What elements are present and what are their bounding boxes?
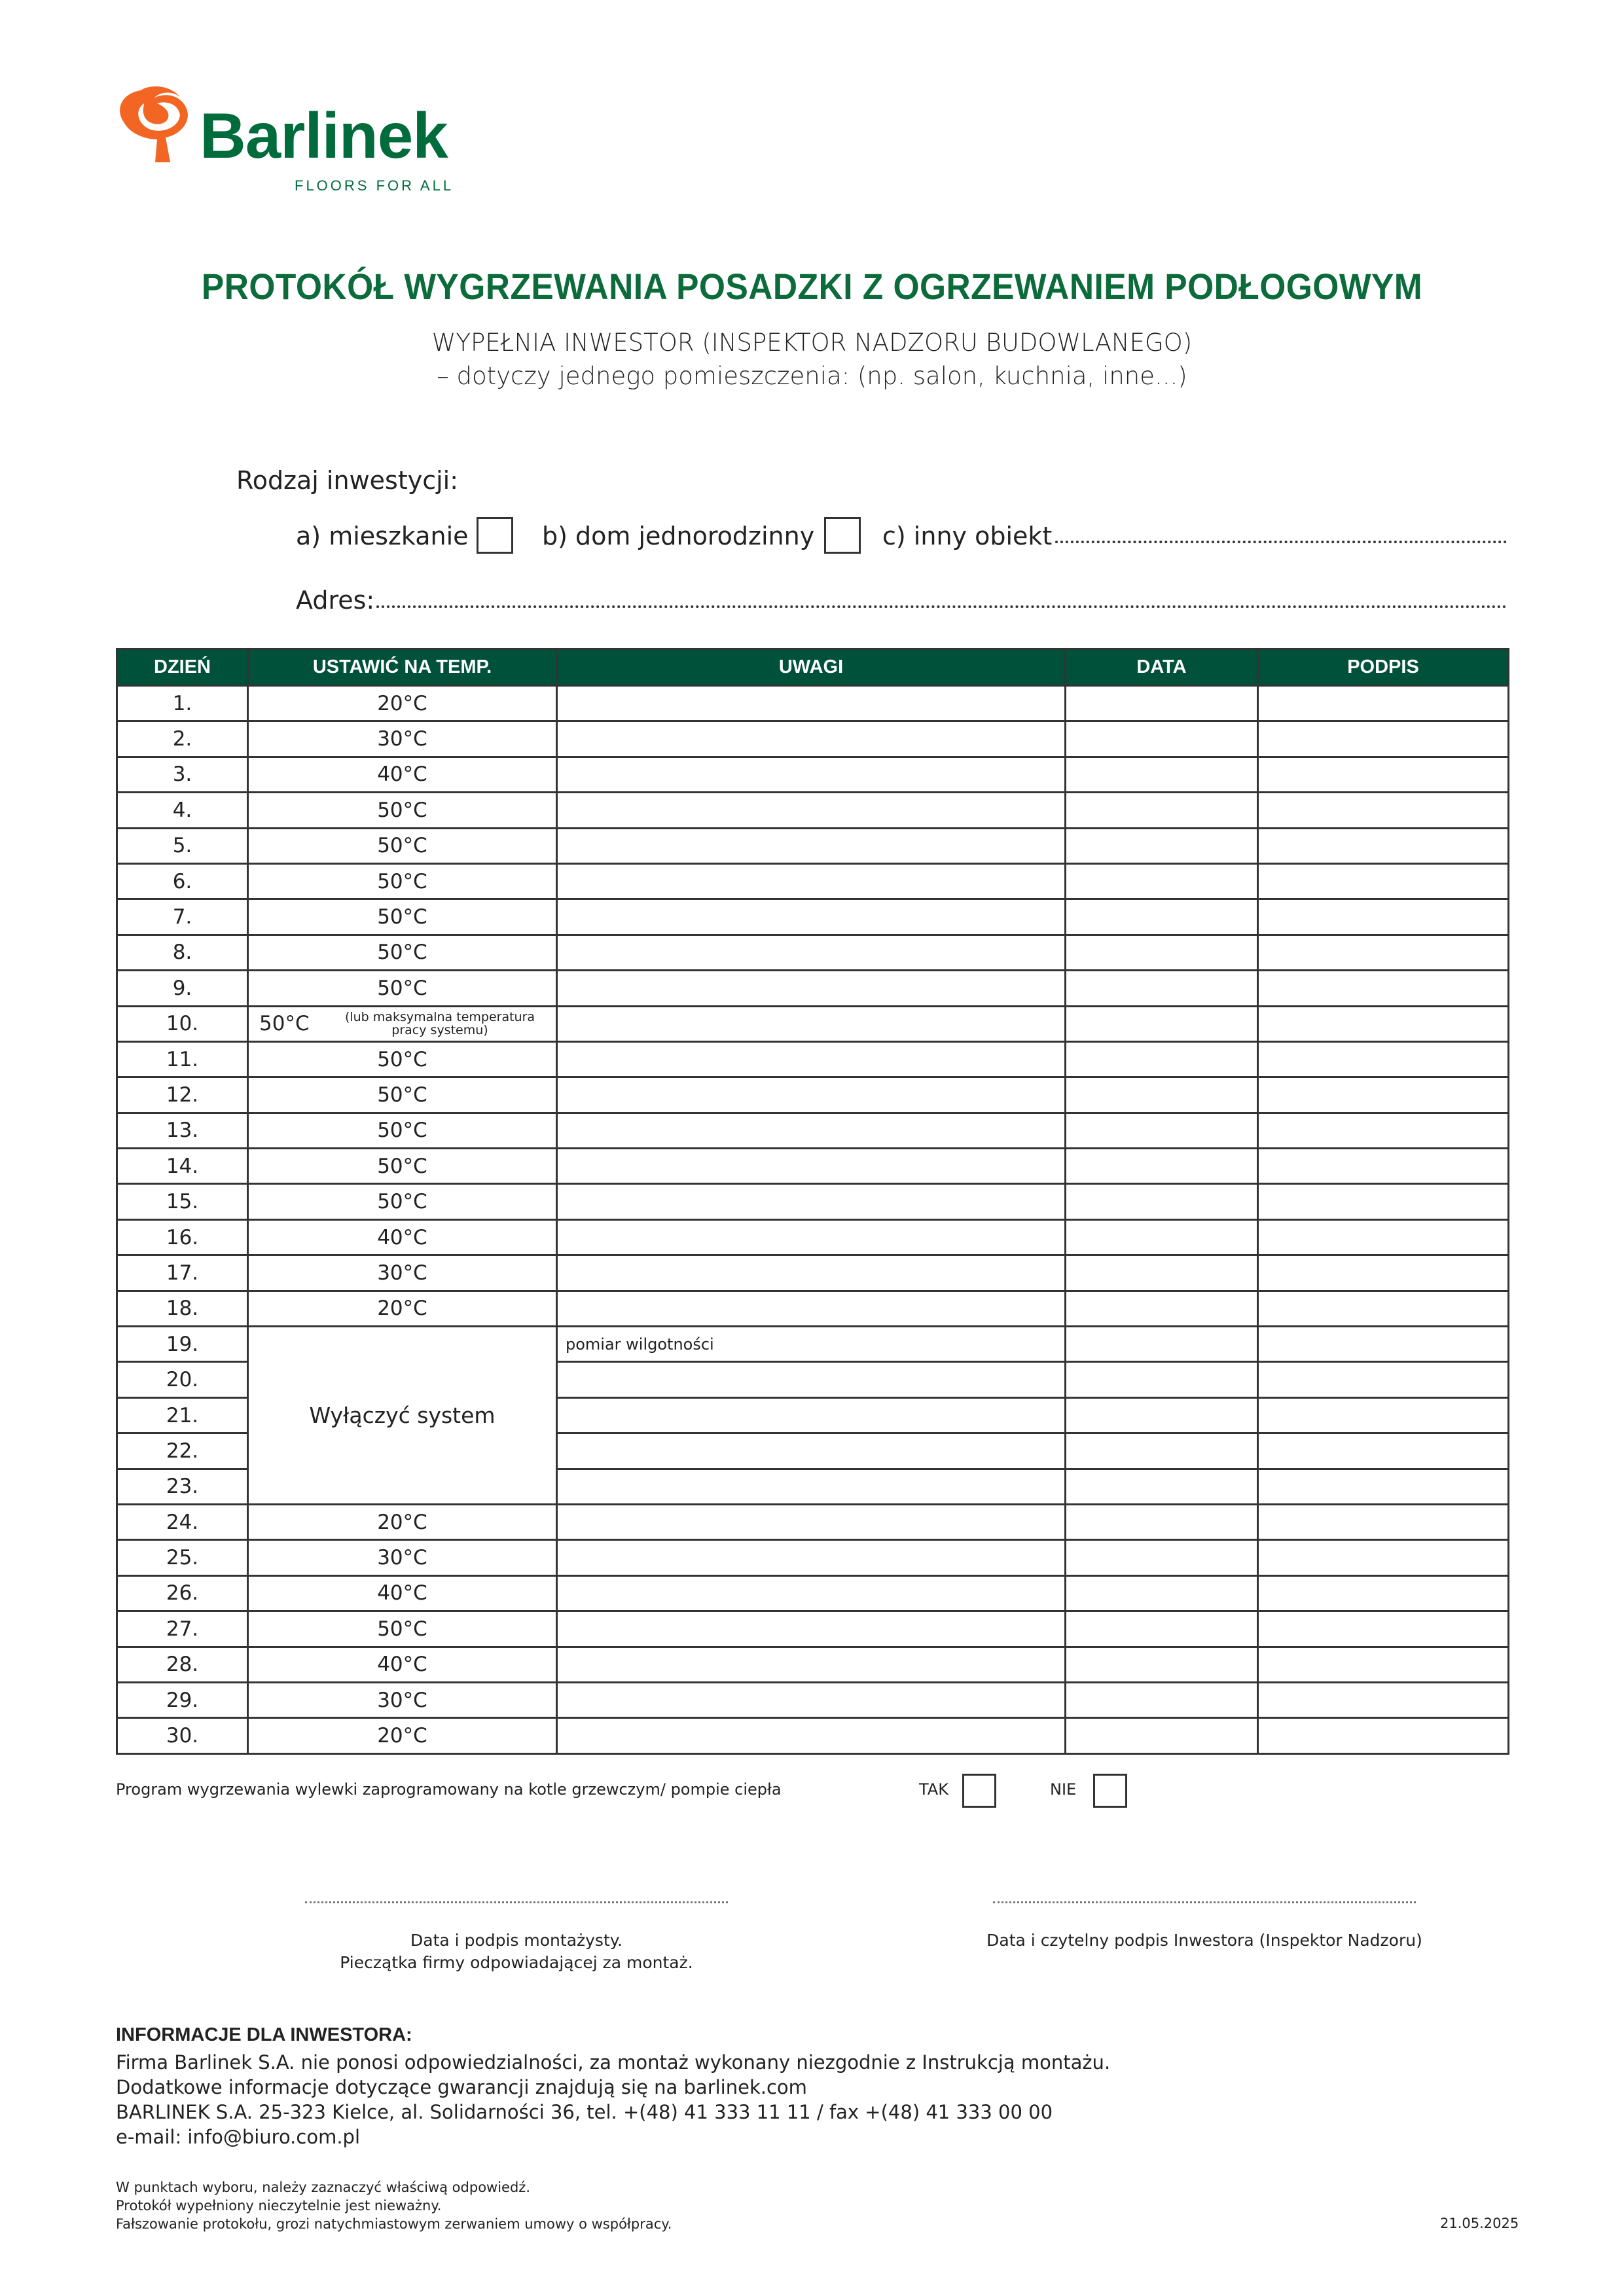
date-cell[interactable] [1066, 1255, 1258, 1291]
table-row [117, 1327, 1509, 1362]
day-cell: 15. [117, 1184, 248, 1219]
notes-cell[interactable] [557, 1682, 1066, 1717]
table-row [117, 1718, 1509, 1753]
day-cell: 2. [117, 721, 248, 757]
day-cell: 5. [117, 828, 248, 863]
table-row [117, 1255, 1509, 1291]
subtitle-room: – dotyczy jednego pomieszczenia: (np. salon, kuchnia, inne...) [437, 362, 1187, 390]
signature-cell[interactable] [1258, 971, 1509, 1006]
barlinek-logo [115, 84, 481, 195]
temp-cell: 50°C [248, 1077, 557, 1113]
date-cell[interactable] [1066, 1611, 1258, 1647]
temp-cell: 40°C [248, 1219, 557, 1255]
notes-cell[interactable] [557, 1291, 1066, 1326]
day-cell: 20. [117, 1362, 248, 1397]
notes-cell[interactable] [557, 721, 1066, 757]
signature-cell[interactable] [1258, 1006, 1509, 1041]
date-cell[interactable] [1066, 1219, 1258, 1255]
notes-cell[interactable] [557, 1362, 1066, 1397]
day-cell: 30. [117, 1718, 248, 1753]
table-row [117, 1041, 1509, 1077]
notes-cell[interactable] [557, 1255, 1066, 1291]
temp-cell-system-off: Wyłączyć system [248, 1327, 557, 1505]
temp-cell: 50°C [248, 899, 557, 935]
no-checkbox[interactable] [1093, 1774, 1127, 1808]
table-row [117, 1219, 1509, 1255]
temp-cell: 20°C [248, 1504, 557, 1539]
table-row [117, 863, 1509, 899]
day-cell: 16. [117, 1219, 248, 1255]
temp-cell: 50°C [248, 1149, 557, 1184]
address-input[interactable] [376, 605, 1507, 608]
signature-cell[interactable] [1258, 757, 1509, 792]
date-cell[interactable] [1066, 899, 1258, 935]
investor-signature-caption: Data i czytelny podpis Inwestora (Inspektor Nadzoru) [986, 1931, 1422, 1950]
installer-signature-line[interactable] [305, 1901, 728, 1903]
signature-cell[interactable] [1258, 721, 1509, 757]
table-row [117, 828, 1509, 863]
temp-cell: 20°C [248, 686, 557, 721]
temp-cell: 30°C [248, 1540, 557, 1575]
col-header-day: DZIEŃ [117, 649, 248, 686]
info-line: Firma Barlinek S.A. nie ponosi odpowiedzialności, za montaż wykonany niezgodnie z Instrukcją montażu. [116, 2051, 1111, 2073]
table-row [117, 1006, 1509, 1041]
notes-cell[interactable] [557, 1149, 1066, 1184]
temp-cell: 50°C [248, 935, 557, 970]
temp-cell: 50°C [248, 1041, 557, 1077]
temp-cell: 50°C [248, 828, 557, 863]
investor-signature-line[interactable] [993, 1901, 1416, 1903]
date-cell[interactable] [1066, 1397, 1258, 1433]
table-row [117, 1113, 1509, 1148]
installer-signature-caption [305, 1929, 728, 1974]
temp-cell [248, 1006, 557, 1041]
table-row [117, 793, 1509, 828]
signature-cell[interactable] [1258, 1647, 1509, 1682]
temp-cell: 30°C [248, 721, 557, 757]
table-row [117, 1504, 1509, 1539]
info-heading: INFORMACJE DLA INWESTORA: [116, 2024, 412, 2045]
signature-cell[interactable] [1258, 1149, 1509, 1184]
date-cell[interactable] [1066, 1575, 1258, 1611]
signature-cell[interactable] [1258, 1077, 1509, 1113]
signature-cell[interactable] [1258, 1219, 1509, 1255]
day-cell: 27. [117, 1611, 248, 1647]
notes-cell[interactable] [557, 1433, 1066, 1469]
info-line: BARLINEK S.A. 25-323 Kielce, al. Solidarności 36, tel. +(48) 41 333 11 11 / fax +(48) 41 333 00 00 [116, 2101, 1053, 2123]
date-cell[interactable] [1066, 1647, 1258, 1682]
tree-icon [115, 84, 200, 169]
temp-cell: 20°C [248, 1718, 557, 1753]
notes-cell[interactable] [557, 1504, 1066, 1539]
signature-cell[interactable] [1258, 1433, 1509, 1469]
date-cell[interactable] [1066, 721, 1258, 757]
day-cell: 11. [117, 1041, 248, 1077]
table-row [117, 1540, 1509, 1575]
option-house-label: b) dom jednorodzinny [542, 522, 815, 550]
notes-cell[interactable] [557, 828, 1066, 863]
table-row [117, 1077, 1509, 1113]
day-cell: 6. [117, 863, 248, 899]
notes-cell[interactable] [557, 757, 1066, 792]
signature-cell[interactable] [1258, 1291, 1509, 1326]
table-row [117, 1611, 1509, 1647]
signature-cell[interactable] [1258, 1184, 1509, 1219]
date-cell[interactable] [1066, 1504, 1258, 1539]
date-cell[interactable] [1066, 1682, 1258, 1717]
date-cell[interactable] [1066, 1077, 1258, 1113]
day-cell: 18. [117, 1291, 248, 1326]
signature-cell[interactable] [1258, 863, 1509, 899]
signature-cell[interactable] [1258, 793, 1509, 828]
option-other-label: c) inny obiekt [882, 522, 1053, 550]
day-cell: 13. [117, 1113, 248, 1148]
signature-cell[interactable] [1258, 1362, 1509, 1397]
notes-cell[interactable] [557, 1397, 1066, 1433]
investment-type-label: Rodzaj inwestycji: [236, 466, 459, 495]
day-cell: 29. [117, 1682, 248, 1717]
notes-cell[interactable] [557, 1575, 1066, 1611]
signature-cell[interactable] [1258, 1682, 1509, 1717]
signature-cell[interactable] [1258, 1397, 1509, 1433]
signature-cell[interactable] [1258, 1611, 1509, 1647]
info-line: Dodatkowe informacje dotyczące gwarancji znajdują się na barlinek.com [116, 2076, 807, 2098]
signature-cell[interactable] [1258, 1327, 1509, 1362]
temp-cell: 30°C [248, 1255, 557, 1291]
heating-protocol-table [116, 648, 1509, 1755]
temp-value: 50°C [259, 1012, 310, 1036]
brand-tagline: FLOORS FOR ALL [295, 177, 454, 194]
temp-cell: 50°C [248, 1611, 557, 1647]
table-row [117, 1184, 1509, 1219]
temp-cell: 20°C [248, 1291, 557, 1326]
day-cell: 28. [117, 1647, 248, 1682]
notes-cell[interactable] [557, 1184, 1066, 1219]
notes-cell[interactable] [557, 1113, 1066, 1148]
day-cell: 7. [117, 899, 248, 935]
table-row [117, 971, 1509, 1006]
no-label: NIE [1050, 1780, 1077, 1799]
subtitle-filled-by: WYPEŁNIA INWESTOR (INSPEKTOR NADZORU BUDOWLANEGO) [431, 329, 1193, 357]
signature-cell[interactable] [1258, 1504, 1509, 1539]
signature-cell[interactable] [1258, 828, 1509, 863]
day-cell: 4. [117, 793, 248, 828]
option-other-input[interactable] [1055, 541, 1507, 543]
notes-cell[interactable] [557, 686, 1066, 721]
notes-cell[interactable] [557, 1006, 1066, 1041]
temp-note: (lub maksymalna temperatura pracy systemu) [344, 1010, 535, 1038]
date-cell[interactable] [1066, 828, 1258, 863]
signature-cell[interactable] [1258, 686, 1509, 721]
signature-cell[interactable] [1258, 1718, 1509, 1753]
page-title: PROTOKÓŁ WYGRZEWANIA POSADZKI Z OGRZEWANIEM PODŁOGOWYM [201, 266, 1423, 307]
table-row [117, 1575, 1509, 1611]
day-cell: 17. [117, 1255, 248, 1291]
option-house-checkbox[interactable] [824, 517, 861, 554]
day-cell: 3. [117, 757, 248, 792]
col-header-date: DATA [1066, 649, 1258, 686]
program-question: Program wygrzewania wylewki zaprogramowany na kotle grzewczym/ pompie ciepła [116, 1780, 782, 1799]
table-row [117, 1149, 1509, 1184]
day-cell: 23. [117, 1469, 248, 1504]
table-row [117, 1291, 1509, 1326]
notes-cell[interactable] [557, 1718, 1066, 1753]
option-apartment-label: a) mieszkanie [296, 522, 469, 550]
temp-cell: 50°C [248, 1184, 557, 1219]
date-cell[interactable] [1066, 1540, 1258, 1575]
date-cell[interactable] [1066, 686, 1258, 721]
signature-cell[interactable] [1258, 1255, 1509, 1291]
date-cell[interactable] [1066, 971, 1258, 1006]
notes-cell[interactable] [557, 793, 1066, 828]
document-date: 21.05.2025 [1440, 2215, 1519, 2231]
day-cell: 14. [117, 1149, 248, 1184]
day-cell: 26. [117, 1575, 248, 1611]
date-cell[interactable] [1066, 935, 1258, 970]
temp-cell: 40°C [248, 757, 557, 792]
notes-cell[interactable] [557, 971, 1066, 1006]
notes-cell[interactable] [557, 1540, 1066, 1575]
notes-cell[interactable] [557, 1077, 1066, 1113]
signature-cell[interactable] [1258, 1041, 1509, 1077]
signature-cell[interactable] [1258, 1469, 1509, 1504]
info-line: e-mail: info@biuro.com.pl [116, 2126, 361, 2148]
signature-cell[interactable] [1258, 899, 1509, 935]
signature-cell[interactable] [1258, 1113, 1509, 1148]
table-row [117, 721, 1509, 757]
date-cell[interactable] [1066, 1327, 1258, 1362]
table-row [117, 757, 1509, 792]
date-cell[interactable] [1066, 1113, 1258, 1148]
day-cell: 19. [117, 1327, 248, 1362]
date-cell[interactable] [1066, 757, 1258, 792]
day-cell: 25. [117, 1540, 248, 1575]
table-row [117, 686, 1509, 721]
notes-cell[interactable] [557, 899, 1066, 935]
table-row [117, 1682, 1509, 1717]
day-cell: 1. [117, 686, 248, 721]
day-cell: 10. [117, 1006, 248, 1041]
date-cell[interactable] [1066, 1041, 1258, 1077]
day-cell: 24. [117, 1504, 248, 1539]
date-cell[interactable] [1066, 1006, 1258, 1041]
installer-caption-line1: Data i podpis montażysty. [410, 1931, 623, 1950]
yes-checkbox[interactable] [962, 1774, 996, 1808]
notes-cell[interactable] [557, 935, 1066, 970]
yes-label: TAK [919, 1780, 948, 1799]
day-cell: 9. [117, 971, 248, 1006]
signature-cell[interactable] [1258, 935, 1509, 970]
temp-cell: 50°C [248, 793, 557, 828]
day-cell: 22. [117, 1433, 248, 1469]
notes-cell[interactable] [557, 1647, 1066, 1682]
notes-cell[interactable] [557, 1219, 1066, 1255]
col-header-notes: UWAGI [557, 649, 1066, 686]
notes-cell[interactable] [557, 1041, 1066, 1077]
brand-name: Barlinek [200, 99, 448, 171]
col-header-temp: USTAWIĆ NA TEMP. [248, 649, 557, 686]
address-label: Adres: [296, 586, 375, 615]
temp-cell: 50°C [248, 971, 557, 1006]
day-cell: 8. [117, 935, 248, 970]
table-row [117, 935, 1509, 970]
notes-cell[interactable] [557, 1469, 1066, 1504]
signature-cell[interactable] [1258, 1540, 1509, 1575]
notes-cell[interactable]: pomiar wilgotności [557, 1327, 1066, 1362]
day-cell: 21. [117, 1397, 248, 1433]
installer-caption-line2: Pieczątka firmy odpowiadającej za montaż. [340, 1953, 693, 1972]
day-cell: 12. [117, 1077, 248, 1113]
date-cell[interactable] [1066, 1291, 1258, 1326]
date-cell[interactable] [1066, 1718, 1258, 1753]
date-cell[interactable] [1066, 793, 1258, 828]
date-cell[interactable] [1066, 1362, 1258, 1397]
col-header-signature: PODPIS [1258, 649, 1509, 686]
table-row [117, 899, 1509, 935]
option-apartment-checkbox[interactable] [477, 517, 513, 554]
temp-cell: 50°C [248, 1113, 557, 1148]
signature-cell[interactable] [1258, 1575, 1509, 1611]
notes-cell[interactable] [557, 863, 1066, 899]
temp-cell: 30°C [248, 1682, 557, 1717]
date-cell[interactable] [1066, 1184, 1258, 1219]
date-cell[interactable] [1066, 1469, 1258, 1504]
temp-cell: 50°C [248, 863, 557, 899]
date-cell[interactable] [1066, 863, 1258, 899]
table-header-row [117, 649, 1509, 686]
temp-cell: 40°C [248, 1575, 557, 1611]
fineprint-line: Fałszowanie protokołu, grozi natychmiastowym zerwaniem umowy o współpracy. [116, 2216, 672, 2232]
notes-cell[interactable] [557, 1611, 1066, 1647]
table-row [117, 1647, 1509, 1682]
date-cell[interactable] [1066, 1149, 1258, 1184]
fineprint-line: W punktach wyboru, należy zaznaczyć właściwą odpowiedź. [116, 2179, 530, 2195]
temp-cell: 40°C [248, 1647, 557, 1682]
date-cell[interactable] [1066, 1433, 1258, 1469]
fineprint-line: Protokół wypełniony nieczytelnie jest nieważny. [116, 2198, 442, 2214]
